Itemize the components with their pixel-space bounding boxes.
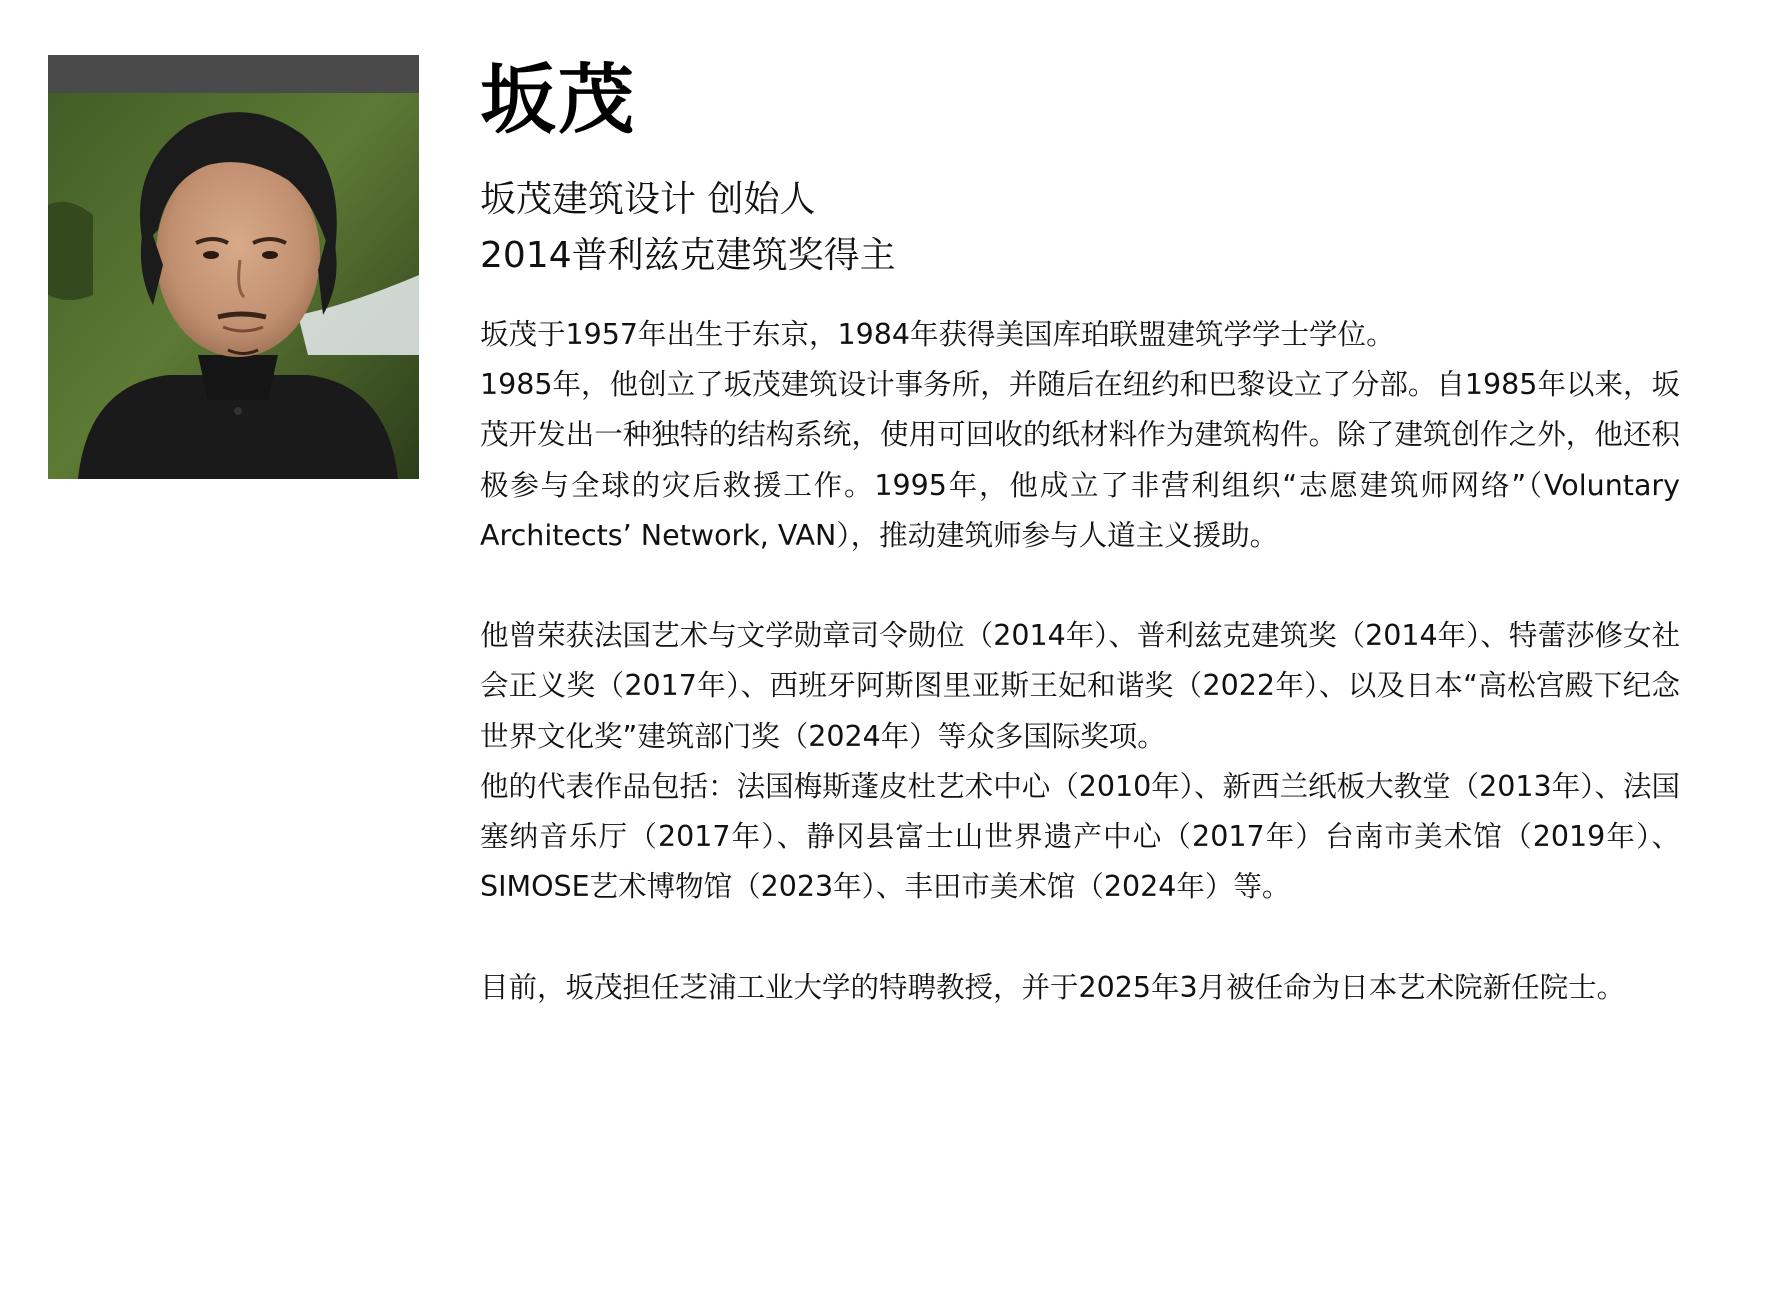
subtitle-award: 2014普利兹克建筑奖得主 xyxy=(480,235,896,276)
bio-career: 1985年，他创立了坂茂建筑设计事务所，并随后在纽约和巴黎设立了分部。自1985年以来，坂茂开发出一种独特的结构系统，使用可回收的纸材料作为建筑构件。除了建筑创作之外，他还积极参与全球的灾后救援工作。1995年，他成立了非营利组织“志愿建筑师网络”（Voluntary Architects’ Network, VAN），推动建筑师参与人道主义援助。 xyxy=(480,368,1680,552)
portrait-photo-icon xyxy=(48,55,419,479)
paragraph-spacer xyxy=(480,561,1680,611)
portrait-photo xyxy=(48,55,419,479)
person-name: 坂茂 xyxy=(480,55,636,144)
paragraph-spacer xyxy=(480,912,1680,962)
biography xyxy=(480,310,1680,1013)
bio-content xyxy=(480,50,1680,1013)
bio-works: 他的代表作品包括：法国梅斯蓬皮杜艺术中心（2010年）、新西兰纸板大教堂（2013年）、法国塞纳音乐厅（2017年）、静冈县富士山世界遗产中心（2017年）台南市美术馆（2019年）、SIMOSE艺术博物馆（2023年）、丰田市美术馆（2024年）等。 xyxy=(480,769,1680,904)
bio-awards: 他曾荣获法国艺术与文学勋章司令勋位（2014年）、普利兹克建筑奖（2014年）、特蕾莎修女社会正义奖（2017年）、西班牙阿斯图里亚斯王妃和谐奖（2022年）、以及日本“高松宫殿下纪念世界文化奖”建筑部门奖（2024年）等众多国际奖项。 xyxy=(480,619,1680,753)
subtitle-role: 坂茂建筑设计 创始人 xyxy=(480,179,816,220)
bio-current-position: 目前，坂茂担任芝浦工业大学的特聘教授，并于2025年3月被任命为日本艺术院新任院士。 xyxy=(480,970,1626,1004)
bio-birth-education: 坂茂于1957年出生于东京，1984年获得美国库珀联盟建筑学学士学位。 xyxy=(480,318,1395,351)
person-subtitle xyxy=(480,172,1680,284)
